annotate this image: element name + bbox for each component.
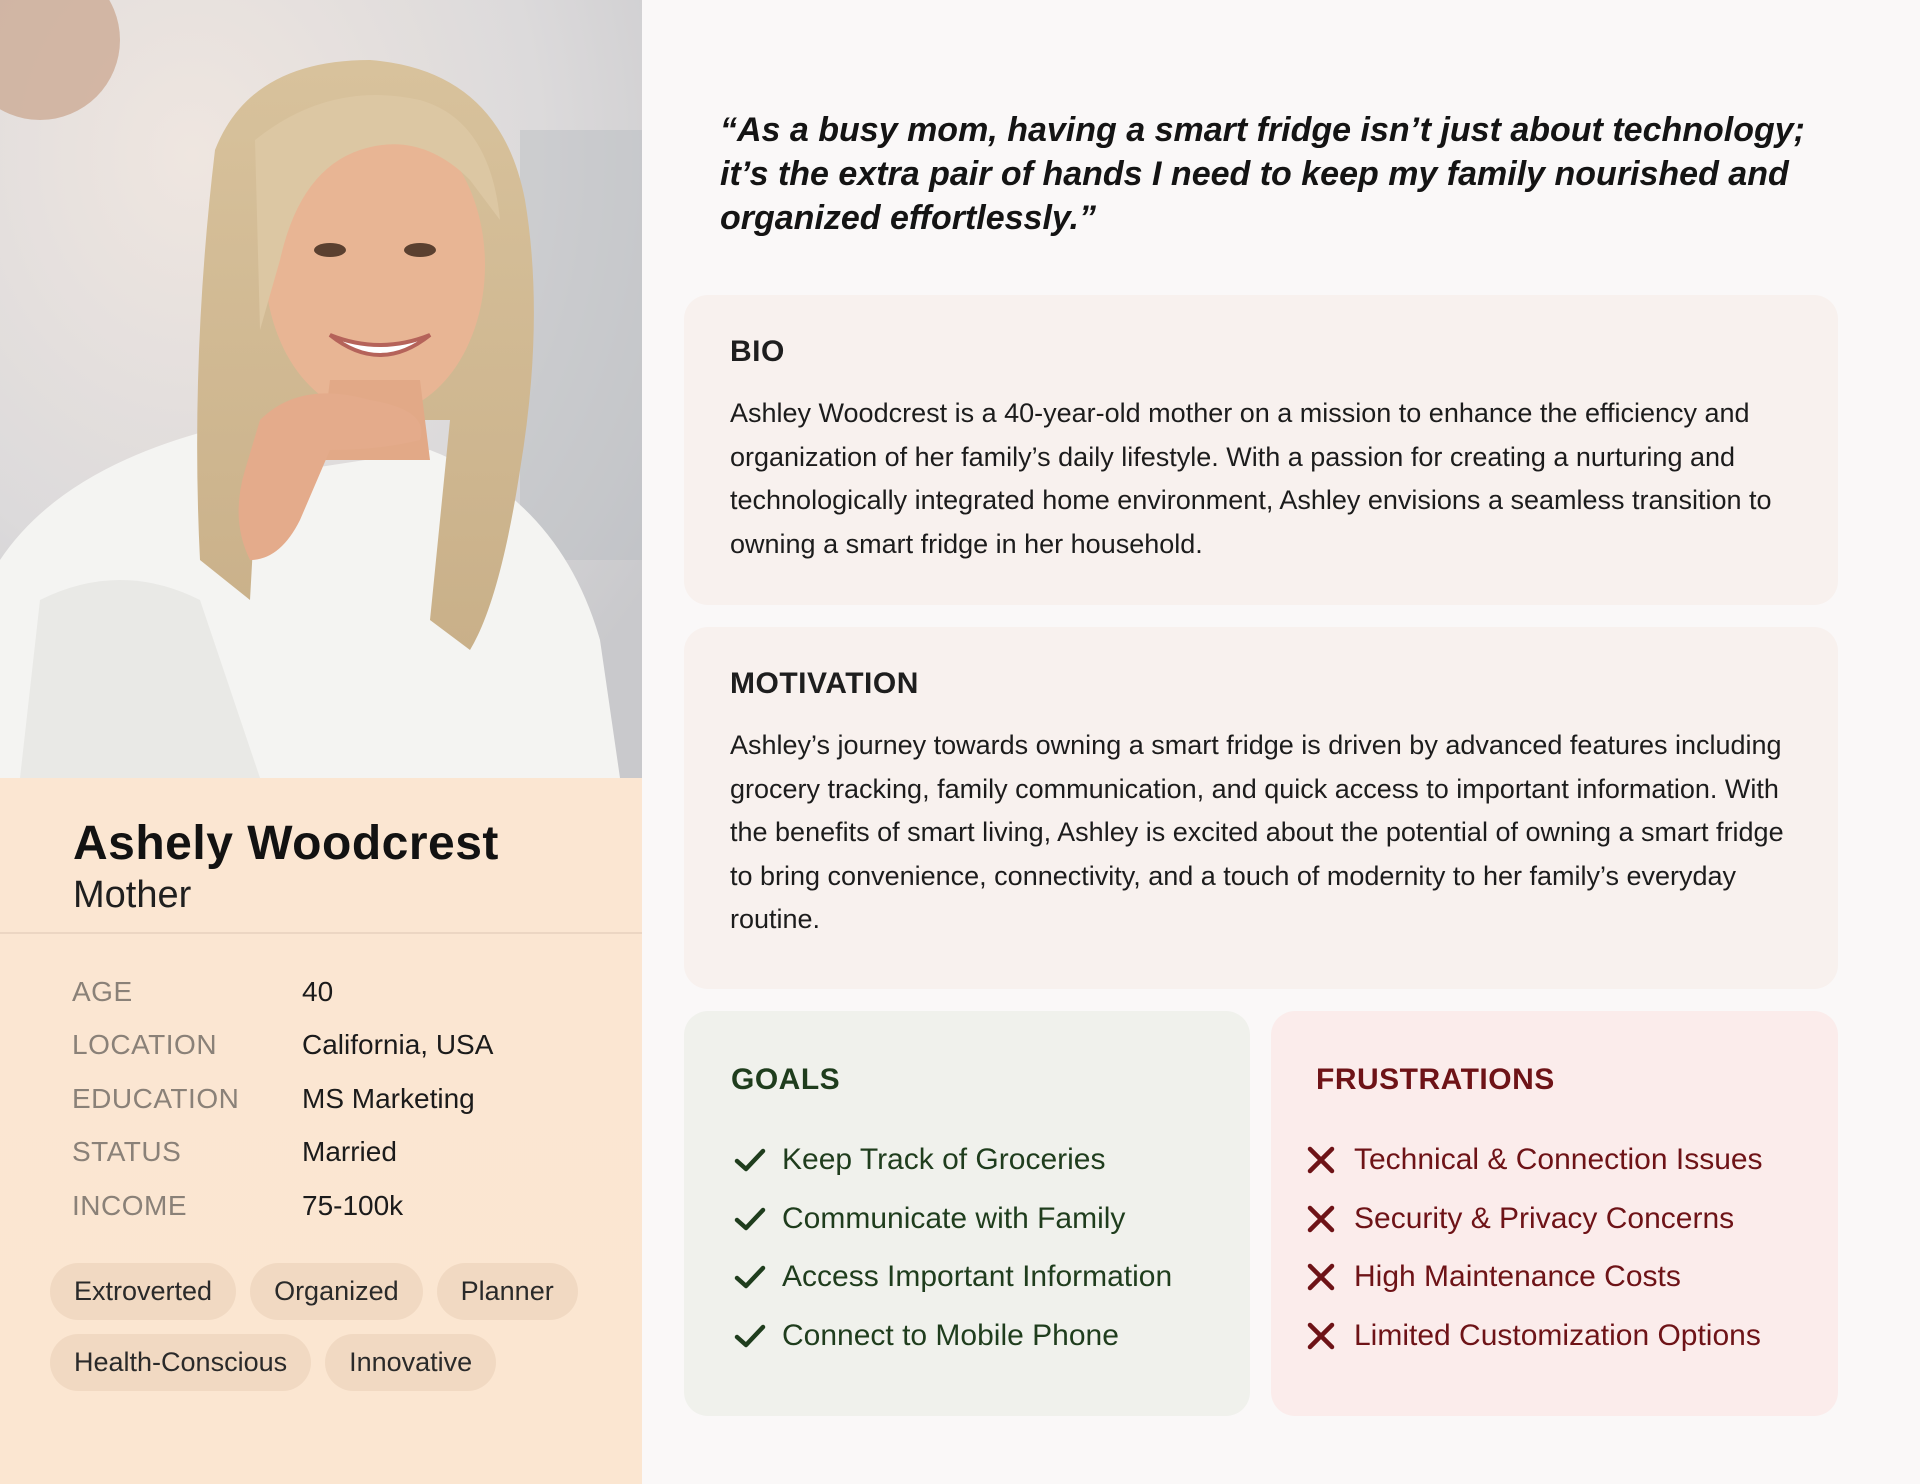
profile-photo <box>0 0 642 778</box>
info-value: Married <box>302 1136 397 1168</box>
info-label: AGE <box>72 975 133 1007</box>
goals-title: GOALS <box>731 1063 841 1096</box>
info-row-age <box>72 965 493 1019</box>
info-value: California, USA <box>302 1029 494 1061</box>
info-row-education <box>72 1072 493 1126</box>
bio-card <box>684 295 1838 605</box>
goal-item <box>734 1307 1172 1366</box>
cross-icon <box>1306 1145 1354 1175</box>
portrait-illustration <box>0 0 642 778</box>
info-row-income <box>72 1179 493 1233</box>
frustration-label: High Maintenance Costs <box>1354 1260 1681 1294</box>
checkmark-icon <box>734 1146 782 1174</box>
frustration-item <box>1306 1307 1763 1366</box>
checkmark-icon <box>734 1205 782 1233</box>
info-label: LOCATION <box>72 1029 218 1061</box>
motivation-card <box>684 627 1838 989</box>
info-label: INCOME <box>72 1189 187 1221</box>
profile-name-block <box>73 815 499 917</box>
personality-tags <box>50 1263 610 1405</box>
info-row-status <box>72 1126 493 1180</box>
frustration-item <box>1306 1190 1763 1249</box>
goals-card <box>684 1011 1250 1416</box>
goal-label: Keep Track of Groceries <box>782 1143 1106 1177</box>
motivation-text: Ashley’s journey towards owning a smart fridge is driven by advanced features including grocery tracking, family communication, and quick access to important information. With the benefits of smart living, Ashley is excited about the potential of owning a smart fridge to bring convenience, connectivity, and a touch of modernity to her family’s everyday routine. <box>730 730 1784 934</box>
goal-item <box>734 1248 1172 1307</box>
info-label: EDUCATION <box>72 1082 240 1114</box>
info-value: MS Marketing <box>302 1082 475 1114</box>
divider <box>0 932 642 934</box>
goal-label: Access Important Information <box>782 1260 1173 1294</box>
frustration-label: Technical & Connection Issues <box>1354 1143 1763 1177</box>
info-row-location <box>72 1019 493 1073</box>
cross-icon <box>1306 1204 1354 1234</box>
info-label: STATUS <box>72 1136 182 1168</box>
motivation-title: MOTIVATION <box>730 667 919 700</box>
goals-list <box>734 1131 1172 1365</box>
checkmark-icon <box>734 1263 782 1291</box>
cross-icon <box>1306 1262 1354 1292</box>
tag-planner: Planner <box>437 1263 578 1320</box>
profile-panel <box>0 0 642 1484</box>
tag-innovative: Innovative <box>325 1334 496 1391</box>
bio-text: Ashley Woodcrest is a 40-year-old mother on a mission to enhance the efficiency and organization of her family’s daily lifestyle. With a passion for creating a nurturing and technologically integrated home environment, Ashley envisions a seamless transition to owning a smart fridge in her household. <box>730 398 1772 559</box>
profile-name: Ashely Woodcrest <box>73 817 499 870</box>
cross-icon <box>1306 1321 1354 1351</box>
info-value: 75-100k <box>302 1189 404 1221</box>
frustrations-title: FRUSTRATIONS <box>1316 1063 1555 1096</box>
frustration-label: Security & Privacy Concerns <box>1354 1201 1735 1235</box>
goal-label: Connect to Mobile Phone <box>782 1318 1119 1352</box>
goal-label: Communicate with Family <box>782 1201 1126 1235</box>
persona-quote: “As a busy mom, having a smart fridge isn’t just about technology; it’s the extra pair of hands I need to keep my family nourished and organized effortlessly.” <box>720 111 1805 237</box>
info-value: 40 <box>302 975 334 1007</box>
frustration-item <box>1306 1131 1763 1190</box>
frustrations-card <box>1271 1011 1838 1416</box>
checkmark-icon <box>734 1322 782 1350</box>
frustrations-list <box>1306 1131 1763 1365</box>
bio-title: BIO <box>730 335 785 368</box>
profile-role: Mother <box>73 874 192 916</box>
frustration-label: Limited Customization Options <box>1354 1318 1761 1352</box>
tag-health-conscious: Health-Conscious <box>50 1334 311 1391</box>
profile-info <box>72 965 493 1233</box>
tag-organized: Organized <box>250 1263 423 1320</box>
frustration-item <box>1306 1248 1763 1307</box>
goal-item <box>734 1190 1172 1249</box>
goal-item <box>734 1131 1172 1190</box>
tag-extroverted: Extroverted <box>50 1263 236 1320</box>
